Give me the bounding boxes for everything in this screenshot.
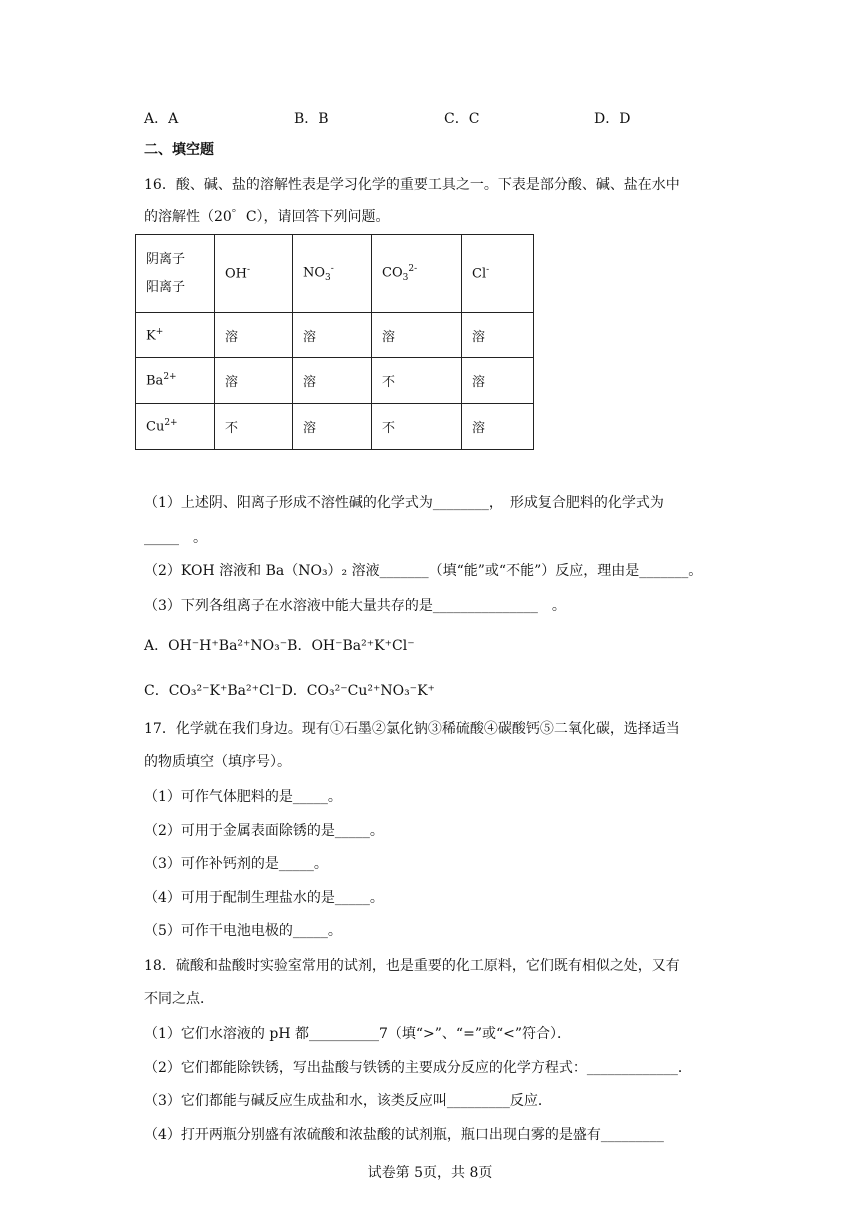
cation-cell: $Cu^{2+}$ [136, 404, 215, 450]
table-cell: 不 [372, 404, 462, 450]
q16-part1a: （1）上述阴、阳离子形成不溶性碱的化学式为________， 形成复合肥料的化学式为 [144, 495, 664, 511]
section-title: 二、填空题 [144, 142, 214, 158]
table-row [136, 358, 534, 404]
table-row [136, 404, 534, 450]
q17-item: （4）可用于配制生理盐水的是_____。 [144, 890, 384, 906]
q16-part1b: _____ 。 [144, 530, 207, 546]
option-b: B．B [294, 111, 329, 127]
q18-item: （1）它们水溶液的 pH 都__________7（填“>”、“=”或“<”符合）． [144, 1026, 572, 1042]
solubility-table [135, 234, 534, 450]
cation-header: 阳离子 [146, 279, 186, 295]
q18-item: （3）它们都能与碱反应生成盐和水，该类反应叫_________反应． [144, 1093, 552, 1109]
q16-line1: 16．酸、碱、盐的溶解性表是学习化学的重要工具之一。下表是部分酸、碱、盐在水中 [144, 177, 680, 193]
anion-header: 阴离子 [146, 251, 186, 267]
page-footer: 试卷第 5页，共 8页 [367, 1165, 493, 1181]
table-cell: 不 [372, 358, 462, 404]
q18-item: （4）打开两瓶分别盛有浓硫酸和浓盐酸的试剂瓶，瓶口出现白雾的是盛有_________ [144, 1127, 664, 1143]
anion-co3: $CO_3^{2-}$ [372, 235, 462, 313]
q17-item: （2）可用于金属表面除锈的是_____。 [144, 823, 384, 839]
table-row [136, 313, 534, 358]
q17-item: （3）可作补钙剂的是_____。 [144, 856, 328, 872]
option-d: D．D [594, 111, 631, 127]
q18-line1: 18．硫酸和盐酸时实验室常用的试剂，也是重要的化工原料，它们既有相似之处，又有 [144, 958, 680, 974]
q17-item: （5）可作干电池电极的_____。 [144, 923, 342, 939]
q16-options-cd: C．CO₃²⁻K⁺Ba²⁺Cl⁻D．CO₃²⁻Cu²⁺NO₃⁻K⁺ [144, 683, 435, 699]
q18-item: （2）它们都能除铁锈，写出盐酸与铁锈的主要成分反应的化学方程式：_____________． [144, 1060, 692, 1076]
anion-oh: OH- [215, 235, 293, 313]
table-cell: 溶 [372, 313, 462, 358]
table-corner-cell [136, 235, 215, 313]
q17-item: （1）可作气体肥料的是_____。 [144, 789, 342, 805]
q16-options-ab: A．OH⁻H⁺Ba²⁺NO₃⁻B．OH⁻Ba²⁺K⁺Cl⁻ [144, 638, 415, 654]
table-cell: 溶 [293, 358, 372, 404]
table-cell: 不 [215, 404, 293, 450]
anion-no3: $NO_3^-$ [293, 235, 372, 313]
q16-part3: （3）下列各组离子在水溶液中能大量共存的是_______________ 。 [144, 598, 566, 614]
q16-part2: （2）KOH 溶液和 Ba（NO₃）₂ 溶液_______（填“能”或“不能”）反应，理由是_______。 [144, 563, 703, 579]
table-cell: 溶 [293, 404, 372, 450]
q18-line2: 不同之点． [144, 991, 214, 1007]
q17-line2: 的物质填空（填序号）。 [144, 754, 291, 770]
q16-line2: 的溶解性（20゜C），请回答下列问题。 [144, 209, 390, 225]
table-cell: 溶 [293, 313, 372, 358]
anion-cl: Cl- [462, 235, 534, 313]
cation-cell: K+ [136, 313, 215, 358]
option-a: A．A [144, 111, 179, 127]
table-cell: 溶 [462, 404, 534, 450]
q17-line1: 17．化学就在我们身边。现有①石墨②氯化钠③稀硫酸④碳酸钙⑤二氧化碳，选择适当 [144, 721, 680, 737]
table-cell: 溶 [462, 313, 534, 358]
table-cell: 溶 [462, 358, 534, 404]
option-c: C．C [444, 111, 480, 127]
table-cell: 溶 [215, 358, 293, 404]
table-cell: 溶 [215, 313, 293, 358]
cation-cell: $Ba^{2+}$ [136, 358, 215, 404]
